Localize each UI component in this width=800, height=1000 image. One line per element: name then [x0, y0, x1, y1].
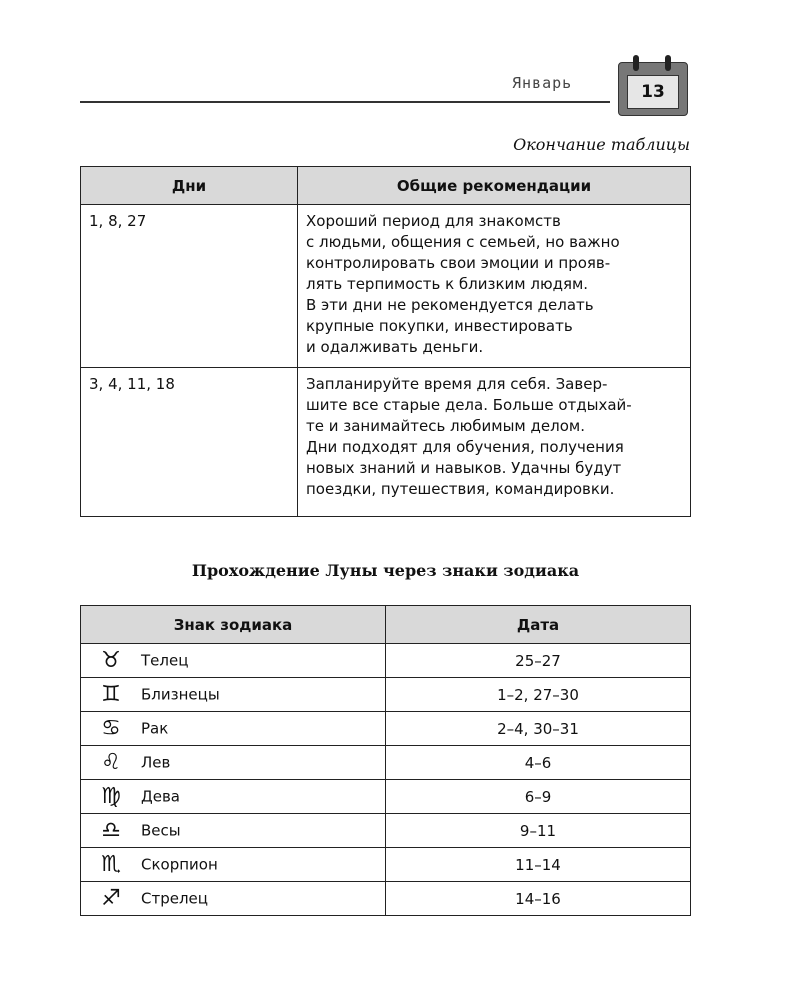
sign-name: Телец — [141, 651, 189, 670]
sign-cell — [81, 848, 386, 882]
table-row — [81, 712, 691, 746]
recommendation-cell — [298, 205, 691, 368]
table-row — [81, 882, 691, 916]
sign-cell — [81, 644, 386, 678]
running-header-month: Январь — [512, 74, 573, 92]
sign-cell — [81, 780, 386, 814]
table-row — [81, 678, 691, 712]
cancer-icon: ♋︎ — [101, 716, 121, 741]
column-header: Знак зодиака — [81, 606, 386, 644]
table-row — [81, 746, 691, 780]
recommendation-cell — [298, 368, 691, 517]
table-row — [81, 848, 691, 882]
text-line: с людьми, общения с семьей, но важно — [306, 233, 620, 251]
calendar-ring-icon — [633, 55, 639, 71]
sign-name: Дева — [141, 787, 180, 806]
date-cell: 2–4, 30–31 — [386, 712, 691, 746]
libra-icon: ♎︎ — [101, 818, 121, 843]
moon-zodiac-table — [80, 605, 691, 916]
table-row — [81, 205, 691, 368]
text-line: шите все старые дела. Больше отдыхай- — [306, 396, 632, 414]
taurus-icon: ♉︎ — [101, 648, 121, 673]
text-line: Хороший период для знакомств — [306, 212, 561, 230]
date-cell: 11–14 — [386, 848, 691, 882]
table-row — [81, 814, 691, 848]
sign-name: Лев — [141, 753, 171, 772]
date-cell: 6–9 — [386, 780, 691, 814]
text-line: Дни подходят для обучения, получения — [306, 438, 624, 456]
text-line: Запланируйте время для себя. Завер- — [306, 375, 608, 393]
date-cell: 25–27 — [386, 644, 691, 678]
table-caption: Окончание таблицы — [513, 135, 690, 154]
table-header-row — [81, 606, 691, 644]
gemini-icon: ♊︎ — [101, 682, 121, 707]
calendar-icon — [618, 62, 688, 116]
leo-icon: ♌︎ — [101, 750, 121, 775]
column-header: Общие рекомендации — [298, 167, 691, 205]
table-header-row — [81, 167, 691, 205]
sign-name: Скорпион — [141, 855, 218, 874]
recommendations-table — [80, 166, 691, 517]
text-line: контролировать свои эмоции и прояв- — [306, 254, 611, 272]
days-cell: 1, 8, 27 — [81, 205, 298, 368]
sign-cell — [81, 746, 386, 780]
text-line: новых знаний и навыков. Удачны будут — [306, 459, 622, 477]
text-line: В эти дни не рекомендуется делать — [306, 296, 594, 314]
sign-name: Близнецы — [141, 685, 220, 704]
sign-cell — [81, 814, 386, 848]
section-title: Прохождение Луны через знаки зодиака — [191, 561, 580, 580]
text-line: лять терпимость к близким людям. — [306, 275, 589, 293]
date-cell: 9–11 — [386, 814, 691, 848]
sign-cell — [81, 678, 386, 712]
text-line: крупные покупки, инвестировать — [306, 317, 573, 335]
table-row — [81, 644, 691, 678]
sign-cell — [81, 882, 386, 916]
table-row — [81, 368, 691, 517]
text-line: те и занимайтесь любимым делом. — [306, 417, 585, 435]
page-number: 13 — [627, 75, 679, 109]
text-line: поездки, путешествия, командировки. — [306, 480, 615, 498]
sagittarius-icon: ♐︎ — [101, 886, 121, 911]
sign-name: Рак — [141, 719, 169, 738]
scorpio-icon: ♏︎ — [101, 852, 121, 877]
column-header: Дата — [386, 606, 691, 644]
date-cell: 4–6 — [386, 746, 691, 780]
calendar-ring-icon — [665, 55, 671, 71]
days-cell: 3, 4, 11, 18 — [81, 368, 298, 517]
date-cell: 1–2, 27–30 — [386, 678, 691, 712]
sign-cell — [81, 712, 386, 746]
text-line: и одалживать деньги. — [306, 338, 484, 356]
virgo-icon: ♍︎ — [101, 784, 121, 809]
sign-name: Весы — [141, 821, 181, 840]
header-rule — [80, 101, 610, 103]
table-row — [81, 780, 691, 814]
sign-name: Стрелец — [141, 889, 208, 908]
date-cell: 14–16 — [386, 882, 691, 916]
column-header: Дни — [81, 167, 298, 205]
